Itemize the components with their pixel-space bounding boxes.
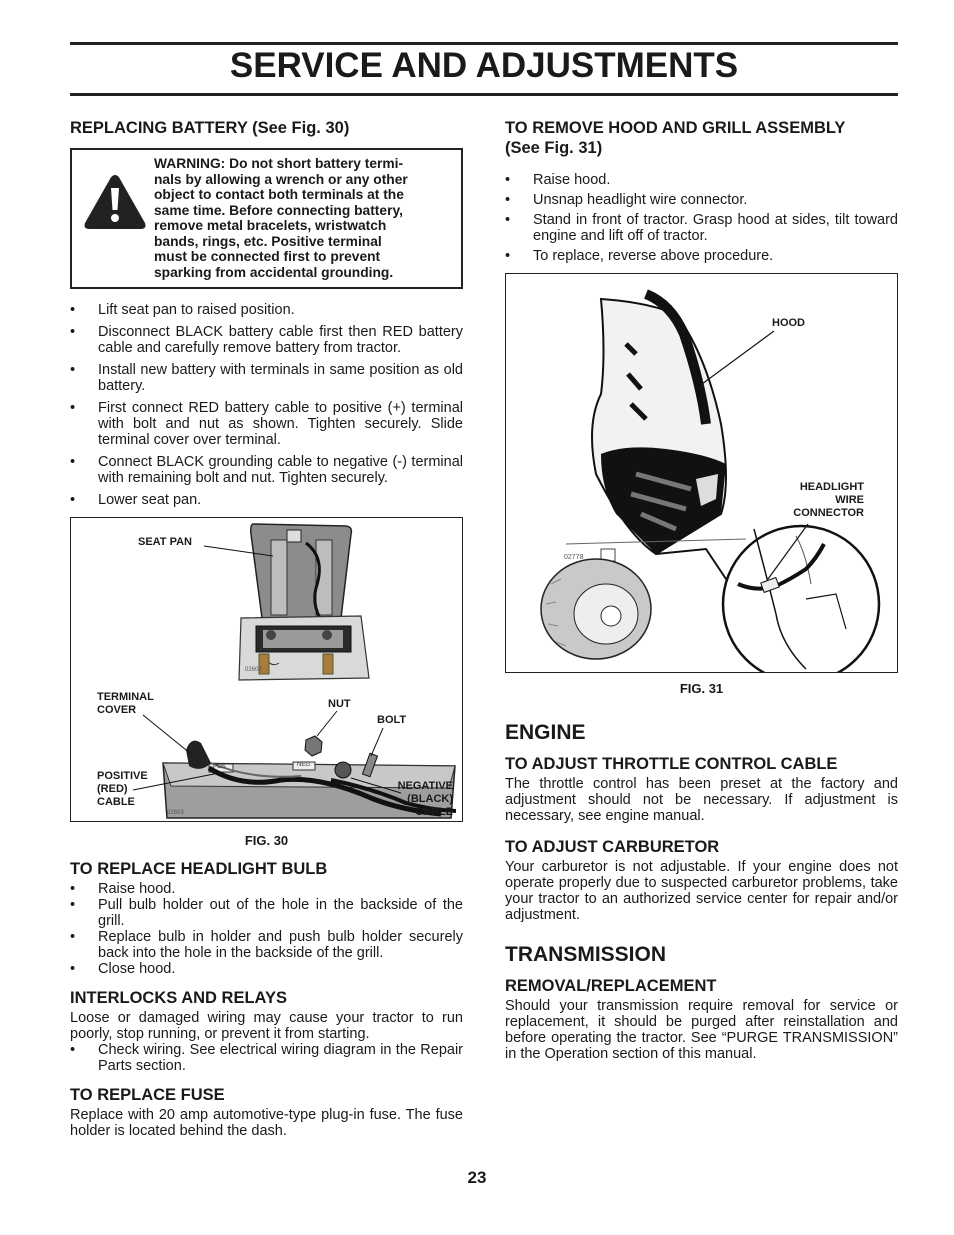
list-item: • Raise hood. bbox=[505, 172, 898, 188]
label-line: CONNECTOR bbox=[793, 507, 864, 519]
warning-line: sparking from accidental grounding. bbox=[154, 264, 394, 280]
label-line: HEADLIGHT bbox=[799, 481, 864, 493]
engine-heading: ENGINE bbox=[505, 721, 586, 744]
negative-cable-label bbox=[371, 780, 453, 819]
list-item: • Raise hood. bbox=[70, 881, 463, 897]
carburetor-text: Your carburetor is not adjustable. If your engine does not operate properly due to suspected carburetor problems, take your tractor to an authorized service center for repair and/or adjustment. bbox=[505, 859, 898, 923]
label-line: TERMINAL bbox=[97, 691, 154, 703]
label-line: (BLACK) bbox=[407, 793, 453, 805]
warning-line: must be connected first to prevent bbox=[154, 249, 381, 264]
list-item: • Pull bulb holder out of the hole in the backside of the grill. bbox=[70, 897, 463, 929]
hood-heading bbox=[505, 118, 898, 158]
terminal-cover-label bbox=[97, 691, 154, 717]
list-item: • Install new battery with terminals in same position as old battery. bbox=[70, 362, 463, 394]
list-item: • To replace, reverse above procedure. bbox=[505, 248, 898, 264]
page-title: SERVICE AND ADJUSTMENTS bbox=[229, 46, 739, 85]
page-number: 23 bbox=[467, 1168, 487, 1187]
warning-line: same time. Before connecting battery, bbox=[154, 202, 403, 218]
list-item: • Lower seat pan. bbox=[70, 492, 463, 508]
warning-line: bands, rings, etc. Positive terminal bbox=[154, 233, 382, 249]
fig31-box bbox=[505, 273, 898, 673]
label-line: CABLE bbox=[97, 796, 135, 808]
interlocks-heading: INTERLOCKS AND RELAYS bbox=[70, 989, 287, 1007]
warning-line: remove metal bracelets, wristwatch bbox=[154, 218, 387, 233]
neg-mark: NEG bbox=[297, 762, 311, 768]
warning-box bbox=[70, 148, 463, 289]
headlight-steps bbox=[70, 881, 463, 977]
left-column bbox=[70, 118, 463, 1139]
positive-cable-label bbox=[97, 770, 148, 809]
warning-text bbox=[154, 156, 436, 280]
headlight-connector-label bbox=[778, 481, 864, 520]
fuse-text: Replace with 20 amp automotive-type plug-in fuse. The fuse holder is located behind the dash. bbox=[70, 1107, 463, 1139]
top-rule bbox=[70, 42, 898, 45]
list-item: • Lift seat pan to raised position. bbox=[70, 302, 463, 318]
list-item: • Stand in front of tractor. Grasp hood at sides, tilt toward engine and lift off of tractor. bbox=[505, 212, 898, 244]
label-line: POSITIVE bbox=[97, 770, 148, 782]
pos-mark: POS bbox=[213, 764, 226, 770]
throttle-heading: TO ADJUST THROTTLE CONTROL CABLE bbox=[505, 755, 838, 773]
nut-label: NUT bbox=[328, 698, 351, 710]
label-line: (RED) bbox=[97, 783, 128, 795]
fig31-caption: FIG. 31 bbox=[679, 681, 724, 696]
fuse-heading: TO REPLACE FUSE bbox=[70, 1086, 225, 1104]
heading-line: TO REMOVE HOOD AND GRILL ASSEMBLY bbox=[505, 119, 846, 137]
carburetor-heading: TO ADJUST CARBURETOR bbox=[505, 838, 720, 856]
figure-code: 02602 bbox=[245, 667, 262, 673]
figure-code: 02603 bbox=[167, 810, 184, 816]
label-line: CABLE bbox=[415, 806, 453, 818]
battery-heading: REPLACING BATTERY (See Fig. 30) bbox=[70, 119, 350, 137]
warning-icon bbox=[82, 172, 148, 232]
label-line: WIRE bbox=[835, 494, 864, 506]
list-item: • Disconnect BLACK battery cable first then RED battery cable and carefully remove battery from tractor. bbox=[70, 324, 463, 356]
warning-line: WARNING: Do not short battery termi- bbox=[154, 156, 404, 171]
transmission-heading: TRANSMISSION bbox=[505, 943, 667, 966]
list-item: • First connect RED battery cable to positive (+) terminal with bolt and nut as shown. Tighten securely. Slide terminal cover over terminal. bbox=[70, 400, 463, 448]
fig30-caption: FIG. 30 bbox=[244, 833, 289, 848]
battery-steps bbox=[70, 302, 463, 508]
list-item: • Replace bulb in holder and push bulb holder securely back into the hole in the backside of the grill. bbox=[70, 929, 463, 961]
warning-line: nals by allowing a wrench or any other bbox=[154, 171, 408, 187]
right-column bbox=[505, 118, 898, 1062]
list-item: • Unsnap headlight wire connector. bbox=[505, 192, 898, 208]
title-rule bbox=[70, 93, 898, 96]
figure-code: 02778 bbox=[564, 554, 584, 561]
label-line: NEGATIVE bbox=[397, 780, 453, 792]
list-item: • Close hood. bbox=[70, 961, 463, 977]
throttle-text: The throttle control has been preset at the factory and adjustment should not be necessary. If adjustment is necessary, see engine manual. bbox=[505, 776, 898, 824]
interlocks-steps bbox=[70, 1042, 463, 1074]
label-line: COVER bbox=[97, 704, 137, 716]
list-item: • Check wiring. See electrical wiring diagram in the Repair Parts section. bbox=[70, 1042, 463, 1074]
hood-illustration bbox=[506, 274, 896, 672]
warning-line: object to contact both terminals at the bbox=[154, 187, 404, 202]
transmission-text: Should your transmission require removal for service or replacement, it should be purged after reinstallation and before operating the tractor. See “PURGE TRANSMISSION” in the Operation section of this manual. bbox=[505, 998, 898, 1062]
bolt-label: BOLT bbox=[377, 714, 407, 726]
list-item: • Connect BLACK grounding cable to negative (-) terminal with remaining bolt and nut. Tighten securely. bbox=[70, 454, 463, 486]
hood-label: HOOD bbox=[772, 317, 805, 329]
fig30-box bbox=[70, 517, 463, 822]
heading-line: (See Fig. 31) bbox=[505, 139, 603, 157]
seat-pan-label: SEAT PAN bbox=[138, 536, 192, 548]
interlocks-text: Loose or damaged wiring may cause your tractor to run poorly, stop running, or prevent it from starting. bbox=[70, 1010, 463, 1042]
headlight-heading: TO REPLACE HEADLIGHT BULB bbox=[70, 860, 328, 878]
removal-heading: REMOVAL/REPLACEMENT bbox=[505, 977, 717, 995]
hood-steps bbox=[505, 172, 898, 264]
